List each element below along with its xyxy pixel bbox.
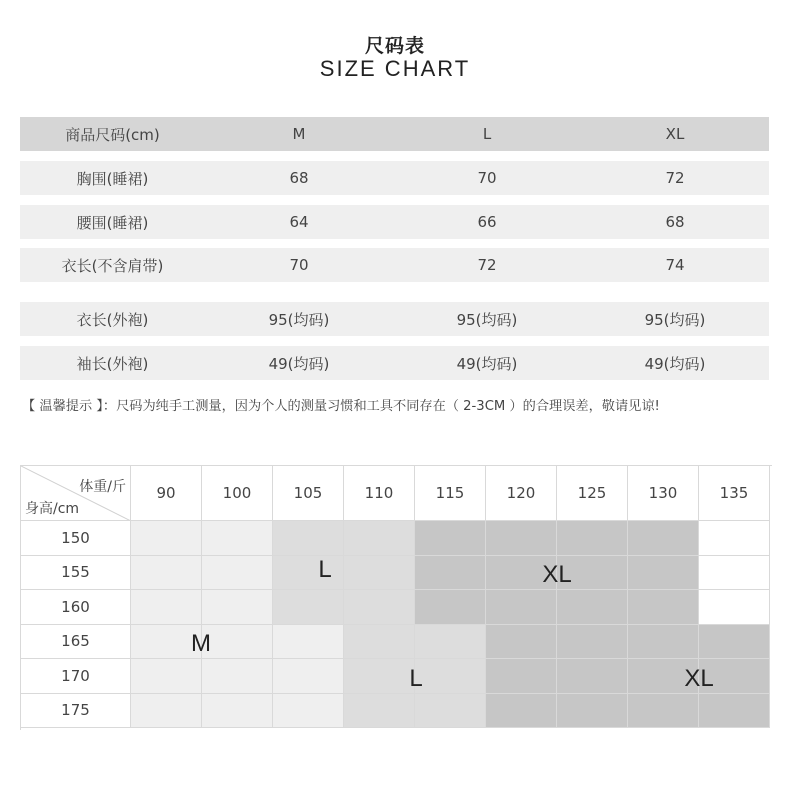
size-table-row [20, 248, 769, 282]
row-value-xl: 68 [665, 213, 685, 231]
fit-cell [415, 625, 486, 660]
fit-cell [273, 556, 344, 591]
fit-cell [557, 590, 628, 625]
row-value-l: 95(均码) [456, 310, 518, 329]
row-value-m: 70 [289, 256, 309, 274]
fit-cell [273, 625, 344, 660]
size-zone-label: L [318, 556, 332, 583]
row-value-l: 72 [477, 256, 497, 274]
row-label: 衣长(不含肩带) [61, 256, 164, 275]
fit-cell [344, 694, 415, 729]
weight-header-cell: 105 [273, 466, 344, 521]
fit-cell [486, 694, 557, 729]
height-row-label: 170 [21, 659, 131, 694]
fit-cell [486, 521, 557, 556]
weight-header-cell: 90 [131, 466, 202, 521]
row-value-m: 95(均码) [268, 310, 330, 329]
fit-cell [415, 694, 486, 729]
row-label: 胸围(睡裙) [76, 169, 149, 188]
height-row-label: 160 [21, 590, 131, 625]
height-row-label: 165 [21, 625, 131, 660]
matrix-corner [21, 466, 131, 521]
fit-cell [486, 625, 557, 660]
row-value-m: 64 [289, 213, 309, 231]
fit-cell [131, 694, 202, 729]
fit-cell [131, 521, 202, 556]
row-value-xl: 95(均码) [644, 310, 706, 329]
weight-header-cell: 130 [628, 466, 699, 521]
fit-cell [628, 694, 699, 729]
row-label: 腰围(睡裙) [76, 213, 149, 232]
header-cell-l: L [482, 125, 492, 143]
height-row-label: 150 [21, 521, 131, 556]
row-value-m: 68 [289, 169, 309, 187]
fit-cell [131, 590, 202, 625]
fit-cell [273, 521, 344, 556]
size-zone-label: M [191, 630, 211, 657]
weight-header-cell: 100 [202, 466, 273, 521]
height-row-label: 175 [21, 694, 131, 729]
fit-cell [273, 694, 344, 729]
size-zone-label: L [409, 665, 423, 692]
fit-cell [344, 590, 415, 625]
page-title-chinese: 尺码表 [364, 35, 425, 57]
height-row-label: 155 [21, 556, 131, 591]
weight-header-cell: 120 [486, 466, 557, 521]
header-cell-size: 商品尺码(cm) [65, 125, 160, 144]
size-table-row [20, 346, 769, 380]
size-zone-label: XL [542, 561, 572, 588]
corner-weight-label: 体重/斤 [79, 479, 126, 495]
row-label: 袖长(外袍) [76, 354, 149, 373]
row-value-xl: 49(均码) [644, 354, 706, 373]
fit-cell [699, 556, 770, 591]
fit-cell [202, 625, 273, 660]
fit-cell [557, 659, 628, 694]
fit-cell [557, 625, 628, 660]
fit-cell [202, 521, 273, 556]
fit-cell [415, 590, 486, 625]
fit-cell [699, 694, 770, 729]
fit-cell [699, 625, 770, 660]
size-fit-matrix [20, 465, 772, 730]
header-cell-m: M [292, 125, 306, 143]
weight-header-cell: 135 [699, 466, 770, 521]
size-table-row [20, 205, 769, 239]
fit-cell [202, 590, 273, 625]
row-value-l: 49(均码) [456, 354, 518, 373]
fit-cell [202, 694, 273, 729]
fit-cell [699, 590, 770, 625]
header-cell-xl: XL [665, 125, 685, 143]
fit-cell [628, 590, 699, 625]
fit-cell [131, 556, 202, 591]
fit-cell [344, 625, 415, 660]
corner-height-label: 身高/cm [25, 501, 80, 517]
size-table-header [20, 117, 769, 151]
fit-cell [415, 659, 486, 694]
fit-cell [628, 625, 699, 660]
fit-cell [202, 556, 273, 591]
row-value-m: 49(均码) [268, 354, 330, 373]
fit-cell [202, 659, 273, 694]
fit-cell [131, 659, 202, 694]
row-label: 衣长(外袍) [76, 310, 149, 329]
fit-cell [415, 521, 486, 556]
size-table-row [20, 161, 769, 195]
row-value-l: 66 [477, 213, 497, 231]
weight-header-cell: 125 [557, 466, 628, 521]
fit-cell [344, 521, 415, 556]
fit-cell [557, 521, 628, 556]
size-table-row [20, 302, 769, 336]
fit-cell [628, 521, 699, 556]
fit-cell [415, 556, 486, 591]
fit-cell [486, 590, 557, 625]
measurement-note: 【 温馨提示 】：尺码为纯手工测量，因为个人的测量习惯和工具不同存在（ 2-3CM ）的合理误差，敬请见谅! [22, 399, 660, 414]
row-value-xl: 72 [665, 169, 685, 187]
fit-cell [557, 694, 628, 729]
fit-cell [699, 521, 770, 556]
row-value-l: 70 [477, 169, 497, 187]
weight-header-cell: 110 [344, 466, 415, 521]
fit-cell [273, 659, 344, 694]
row-value-xl: 74 [665, 256, 685, 274]
weight-header-cell: 115 [415, 466, 486, 521]
size-zone-label: XL [684, 665, 714, 692]
fit-cell [344, 556, 415, 591]
fit-cell [628, 556, 699, 591]
fit-cell [486, 659, 557, 694]
fit-cell [344, 659, 415, 694]
fit-cell [273, 590, 344, 625]
page-title-english: SIZE CHART [319, 56, 471, 81]
